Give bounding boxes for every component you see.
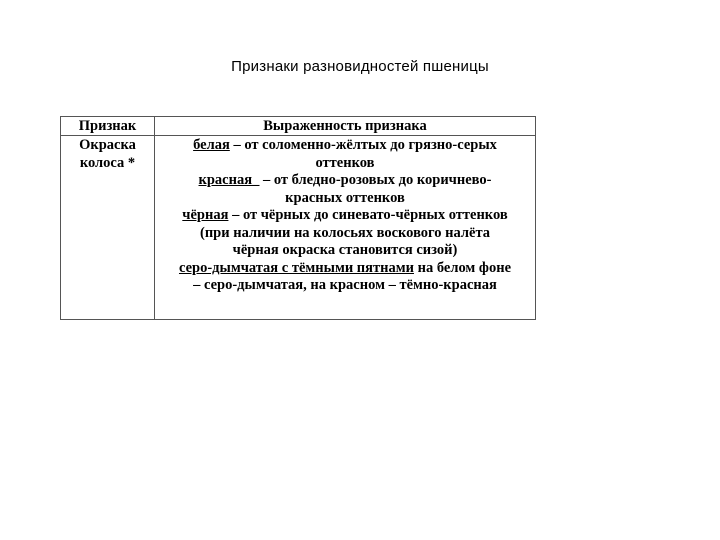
table-header-row — [61, 117, 535, 136]
expression-cell — [155, 137, 535, 295]
desc-line-black — [155, 207, 535, 225]
desc-line: (при наличии на колосьях воскового налёта — [199, 224, 491, 241]
slide-title: Признаки разновидностей пшеницы — [231, 58, 489, 75]
wheat-traits-table — [60, 116, 536, 320]
trait-line: Окраска — [79, 137, 136, 153]
trait-line: колоса * — [79, 154, 136, 171]
header-expression: Выраженность признака — [263, 118, 427, 134]
desc-text: – от бледно-розовых до коричнево- — [259, 172, 492, 188]
desc-line-smoky — [155, 260, 535, 278]
header-trait: Признак — [78, 118, 137, 134]
desc-line: чёрная окраска становится сизой) — [232, 242, 458, 258]
desc-text: – от соломенно-жёлтых до грязно-серых — [229, 137, 497, 153]
term-black: чёрная — [182, 207, 229, 223]
desc-text: – от чёрных до синевато-чёрных оттенков — [228, 207, 508, 223]
desc-text: на белом фоне — [413, 259, 512, 276]
term-red: красная_ — [198, 172, 260, 188]
term-white: белая — [193, 137, 230, 153]
term-smoky: серо-дымчатая с тёмными пятнами — [178, 259, 414, 276]
desc-line-white — [155, 137, 535, 155]
trait-cell — [61, 137, 154, 172]
desc-line-red — [155, 172, 535, 190]
desc-line: оттенков — [315, 154, 375, 171]
desc-line: – серо-дымчатая, на красном – тёмно-красная — [193, 277, 497, 293]
desc-line: красных оттенков — [285, 189, 405, 206]
